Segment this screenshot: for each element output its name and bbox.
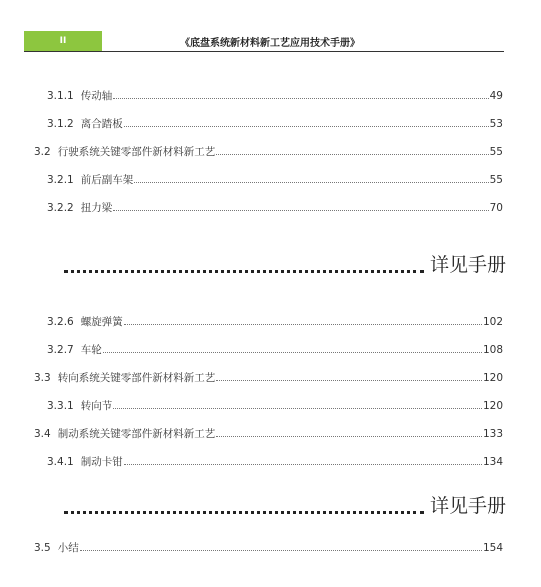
- toc-entry-label: [47, 342, 102, 358]
- toc-entry-title: 行驶系统关键零部件新材料新工艺: [57, 146, 216, 158]
- toc-entry-number: 3.2.7: [47, 344, 74, 356]
- toc-entry[interactable]: [0, 172, 541, 188]
- toc-leader-dots: [80, 550, 482, 551]
- toc-leader-dots: [124, 324, 482, 325]
- toc-entry-title: 离合踏板: [80, 118, 123, 130]
- section-tab: II: [24, 31, 102, 51]
- toc-entry-label: [34, 540, 79, 556]
- see-manual-text: 详见手册: [429, 495, 506, 517]
- book-title: 《底盘系统新材料新工艺应用技术手册》: [180, 38, 360, 49]
- toc-entry-number: 3.4: [34, 428, 51, 440]
- toc-page-number: 108: [482, 344, 503, 356]
- toc-entry[interactable]: [0, 88, 541, 104]
- toc-entry-label: [34, 370, 215, 386]
- toc-leader-dots: [103, 352, 482, 353]
- toc-leader-dots: [134, 182, 489, 183]
- toc-leader-dots: [124, 464, 482, 465]
- toc-page-number: 133: [482, 428, 503, 440]
- toc-entry-label: [47, 454, 123, 470]
- toc-page-number: 55: [489, 146, 503, 158]
- toc-entry[interactable]: [0, 144, 541, 160]
- leader-dots: [64, 511, 424, 514]
- toc-leader-dots: [113, 408, 482, 409]
- header-rule: [24, 51, 504, 52]
- toc-leader-dots: [113, 210, 489, 211]
- toc-entry[interactable]: [0, 116, 541, 132]
- toc-page-number: 53: [489, 118, 503, 130]
- toc-entry-title: 小结: [57, 542, 79, 554]
- toc-entry-label: [34, 144, 215, 160]
- omitted-section-note: [64, 491, 506, 519]
- toc-entry-number: 3.1.1: [47, 90, 74, 102]
- toc-entry-label: [47, 88, 112, 104]
- toc-entry-label: [47, 398, 112, 414]
- toc-entry-title: 螺旋弹簧: [80, 316, 123, 328]
- toc-entry-number: 3.5: [34, 542, 51, 554]
- toc-entry-number: 3.2.2: [47, 202, 74, 214]
- toc-entry-label: [47, 172, 133, 188]
- toc-entry[interactable]: [0, 200, 541, 216]
- see-manual-text: 详见手册: [429, 254, 506, 276]
- toc-entry-number: 3.1.2: [47, 118, 74, 130]
- toc-leader-dots: [216, 436, 482, 437]
- toc-page-number: 70: [489, 202, 503, 214]
- toc-entry[interactable]: [0, 454, 541, 470]
- page-header: [0, 0, 541, 52]
- toc-page-number: 102: [482, 316, 503, 328]
- toc-entry-number: 3.2.1: [47, 174, 74, 186]
- toc-page-number: 134: [482, 456, 503, 468]
- toc-entry-title: 车轮: [80, 344, 102, 356]
- toc-entry-number: 3.4.1: [47, 456, 74, 468]
- toc-entry-title: 制动系统关键零部件新材料新工艺: [57, 428, 216, 440]
- toc-entry-number: 3.3.1: [47, 400, 74, 412]
- toc-entry-title: 制动卡钳: [80, 456, 123, 468]
- omitted-section-note: [64, 250, 506, 278]
- toc-entry-title: 前后副车架: [80, 174, 134, 186]
- toc-page-number: 120: [482, 400, 503, 412]
- toc-entry-title: 扭力梁: [80, 202, 113, 214]
- toc-entry[interactable]: [0, 314, 541, 330]
- toc-entry-title: 传动轴: [80, 90, 113, 102]
- toc-entry-number: 3.3: [34, 372, 51, 384]
- toc-leader-dots: [216, 380, 482, 381]
- toc-page-number: 49: [489, 90, 503, 102]
- toc-entry-label: [47, 200, 112, 216]
- toc-entry-number: 3.2: [34, 146, 51, 158]
- toc-page-number: 55: [489, 174, 503, 186]
- toc-leader-dots: [113, 98, 489, 99]
- toc-entry-title: 转向节: [80, 400, 113, 412]
- toc-entry[interactable]: [0, 370, 541, 386]
- toc-page-number: 154: [482, 542, 503, 554]
- toc-page-number: 120: [482, 372, 503, 384]
- toc-entry-label: [47, 314, 123, 330]
- toc-leader-dots: [216, 154, 489, 155]
- toc-entry[interactable]: [0, 540, 541, 556]
- leader-dots: [64, 270, 424, 273]
- toc-entry-label: [47, 116, 123, 132]
- toc-leader-dots: [124, 126, 489, 127]
- toc-entry[interactable]: [0, 342, 541, 358]
- toc-entry[interactable]: [0, 398, 541, 414]
- toc-entry-label: [34, 426, 215, 442]
- toc-entry-title: 转向系统关键零部件新材料新工艺: [57, 372, 216, 384]
- toc-entry-number: 3.2.6: [47, 316, 74, 328]
- toc-entry[interactable]: [0, 426, 541, 442]
